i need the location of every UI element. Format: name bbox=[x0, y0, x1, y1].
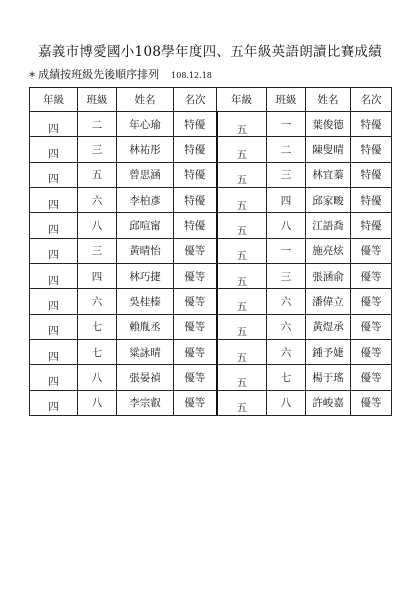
name-4-cell: 賴胤丞 bbox=[117, 314, 174, 339]
class-5-cell: 七 bbox=[267, 365, 306, 390]
table-row bbox=[30, 339, 392, 364]
class-4-cell: 七 bbox=[78, 314, 117, 339]
rank-5-cell: 優等 bbox=[351, 289, 392, 314]
name-5-cell: 潘偉立 bbox=[306, 289, 351, 314]
name-5-cell: 楊于瑤 bbox=[306, 365, 351, 390]
table-row bbox=[30, 137, 392, 162]
class-4-cell: 四 bbox=[78, 263, 117, 288]
grade-5-cell: 五 bbox=[236, 275, 247, 288]
class-4-cell: 三 bbox=[78, 238, 117, 263]
name-4-cell: 林巧捷 bbox=[117, 263, 174, 288]
name-4-cell: 吳桂榛 bbox=[117, 289, 174, 314]
subtitle-line bbox=[28, 66, 212, 82]
name-5-cell: 邱家畯 bbox=[306, 187, 351, 212]
name-4-cell: 李柏彥 bbox=[117, 187, 174, 212]
competition-date: 108.12.18 bbox=[171, 71, 212, 80]
rank-5-cell: 優等 bbox=[351, 390, 392, 415]
grade-4-cell: 四 bbox=[48, 274, 59, 287]
header-class-5: 班級 bbox=[267, 88, 306, 112]
grade-4-cell: 四 bbox=[48, 350, 59, 363]
name-5-cell: 林宜蓁 bbox=[306, 162, 351, 187]
header-rank-4: 名次 bbox=[174, 88, 217, 112]
class-5-cell: 八 bbox=[267, 390, 306, 415]
rank-5-cell: 優等 bbox=[351, 263, 392, 288]
rank-5-cell: 特優 bbox=[351, 213, 392, 238]
class-5-cell: 一 bbox=[267, 238, 306, 263]
name-5-cell: 陳叟晴 bbox=[306, 137, 351, 162]
rank-4-cell: 特優 bbox=[174, 187, 217, 212]
class-5-cell: 六 bbox=[267, 289, 306, 314]
class-5-cell: 一 bbox=[267, 112, 306, 137]
name-5-cell: 施亮炫 bbox=[306, 238, 351, 263]
name-5-cell: 許峻嘉 bbox=[306, 390, 351, 415]
rank-5-cell: 優等 bbox=[351, 365, 392, 390]
rank-4-cell: 優等 bbox=[174, 339, 217, 364]
rank-4-cell: 優等 bbox=[174, 365, 217, 390]
table-row bbox=[30, 238, 392, 263]
document-title: 嘉義市博愛國小108學年度四、五年級英語朗讀比賽成績 bbox=[37, 44, 383, 60]
grade-5-cell: 五 bbox=[236, 199, 247, 212]
grade-5-cell: 五 bbox=[236, 148, 247, 161]
name-5-cell: 張涵俞 bbox=[306, 263, 351, 288]
class-4-cell: 六 bbox=[78, 187, 117, 212]
rank-5-cell: 優等 bbox=[351, 238, 392, 263]
grade-4-cell: 四 bbox=[48, 173, 59, 186]
class-4-cell: 二 bbox=[78, 112, 117, 137]
rank-4-cell: 優等 bbox=[174, 289, 217, 314]
sort-note: 成績按班級先後順序排列 bbox=[38, 68, 160, 81]
asterisk-mark: ∗ bbox=[28, 67, 37, 81]
grade-5-cell: 五 bbox=[236, 300, 247, 313]
rank-5-cell: 特優 bbox=[351, 137, 392, 162]
header-row bbox=[30, 88, 392, 112]
grade-5-cell: 五 bbox=[236, 123, 247, 136]
header-grade-5: 年級 bbox=[217, 88, 267, 112]
grade-4-cell: 四 bbox=[48, 249, 59, 262]
table-row bbox=[30, 289, 392, 314]
rank-4-cell: 特優 bbox=[174, 112, 217, 137]
name-4-cell: 林祐彤 bbox=[117, 137, 174, 162]
table-row bbox=[30, 112, 392, 137]
name-4-cell: 黃晴怡 bbox=[117, 238, 174, 263]
grade-5-cell: 五 bbox=[236, 224, 247, 237]
name-5-cell: 黃煜承 bbox=[306, 314, 351, 339]
rank-5-cell: 優等 bbox=[351, 339, 392, 364]
grade-4-cell: 四 bbox=[48, 299, 59, 312]
class-4-cell: 八 bbox=[78, 213, 117, 238]
name-5-cell: 江語喬 bbox=[306, 213, 351, 238]
rank-4-cell: 優等 bbox=[174, 390, 217, 415]
class-4-cell: 八 bbox=[78, 365, 117, 390]
rank-4-cell: 優等 bbox=[174, 238, 217, 263]
rank-5-cell: 特優 bbox=[351, 187, 392, 212]
rank-5-cell: 特優 bbox=[351, 162, 392, 187]
header-grade-4: 年級 bbox=[30, 88, 78, 112]
name-4-cell: 曾思涵 bbox=[117, 162, 174, 187]
table-row bbox=[30, 314, 392, 339]
class-5-cell: 六 bbox=[267, 314, 306, 339]
name-4-cell: 年心瑜 bbox=[117, 112, 174, 137]
name-4-cell: 張晏禎 bbox=[117, 365, 174, 390]
class-4-cell: 六 bbox=[78, 289, 117, 314]
class-5-cell: 三 bbox=[267, 162, 306, 187]
rank-5-cell: 特優 bbox=[351, 112, 392, 137]
grade-5-cell: 五 bbox=[236, 326, 247, 339]
rank-4-cell: 優等 bbox=[174, 263, 217, 288]
class-4-cell: 五 bbox=[78, 162, 117, 187]
name-4-cell: 粱詠晴 bbox=[117, 339, 174, 364]
grade-5-cell: 五 bbox=[236, 250, 247, 263]
grade-5-cell: 五 bbox=[236, 376, 247, 389]
rank-4-cell: 特優 bbox=[174, 213, 217, 238]
rank-4-cell: 特優 bbox=[174, 162, 217, 187]
rank-4-cell: 特優 bbox=[174, 137, 217, 162]
results-table bbox=[29, 87, 392, 416]
grade-4-cell: 四 bbox=[48, 223, 59, 236]
class-4-cell: 三 bbox=[78, 137, 117, 162]
table-row bbox=[30, 162, 392, 187]
class-5-cell: 八 bbox=[267, 213, 306, 238]
class-5-cell: 六 bbox=[267, 339, 306, 364]
grade-4-cell: 四 bbox=[48, 401, 59, 414]
grade-4-cell: 四 bbox=[48, 122, 59, 135]
class-4-cell: 七 bbox=[78, 339, 117, 364]
rank-5-cell: 優等 bbox=[351, 314, 392, 339]
class-5-cell: 四 bbox=[267, 187, 306, 212]
grade-4-cell: 四 bbox=[48, 375, 59, 388]
grade-4-cell: 四 bbox=[48, 198, 59, 211]
class-4-cell: 八 bbox=[78, 390, 117, 415]
name-5-cell: 鍾予婕 bbox=[306, 339, 351, 364]
header-name-5: 姓名 bbox=[306, 88, 351, 112]
name-4-cell: 李宗叡 bbox=[117, 390, 174, 415]
table-row bbox=[30, 263, 392, 288]
grade-5-cell: 五 bbox=[236, 174, 247, 187]
name-4-cell: 邱喧甯 bbox=[117, 213, 174, 238]
header-class-4: 班級 bbox=[78, 88, 117, 112]
class-5-cell: 二 bbox=[267, 137, 306, 162]
grade-4-cell: 四 bbox=[48, 325, 59, 338]
name-5-cell: 葉俊德 bbox=[306, 112, 351, 137]
header-name-4: 姓名 bbox=[117, 88, 174, 112]
header-rank-5: 名次 bbox=[351, 88, 392, 112]
table-row bbox=[30, 390, 392, 415]
rank-4-cell: 優等 bbox=[174, 314, 217, 339]
table-row bbox=[30, 365, 392, 390]
table-row bbox=[30, 213, 392, 238]
grade-5-cell: 五 bbox=[236, 351, 247, 364]
grade-5-cell: 五 bbox=[236, 402, 247, 415]
grade-4-cell: 四 bbox=[48, 147, 59, 160]
table-row bbox=[30, 187, 392, 212]
class-5-cell: 三 bbox=[267, 263, 306, 288]
